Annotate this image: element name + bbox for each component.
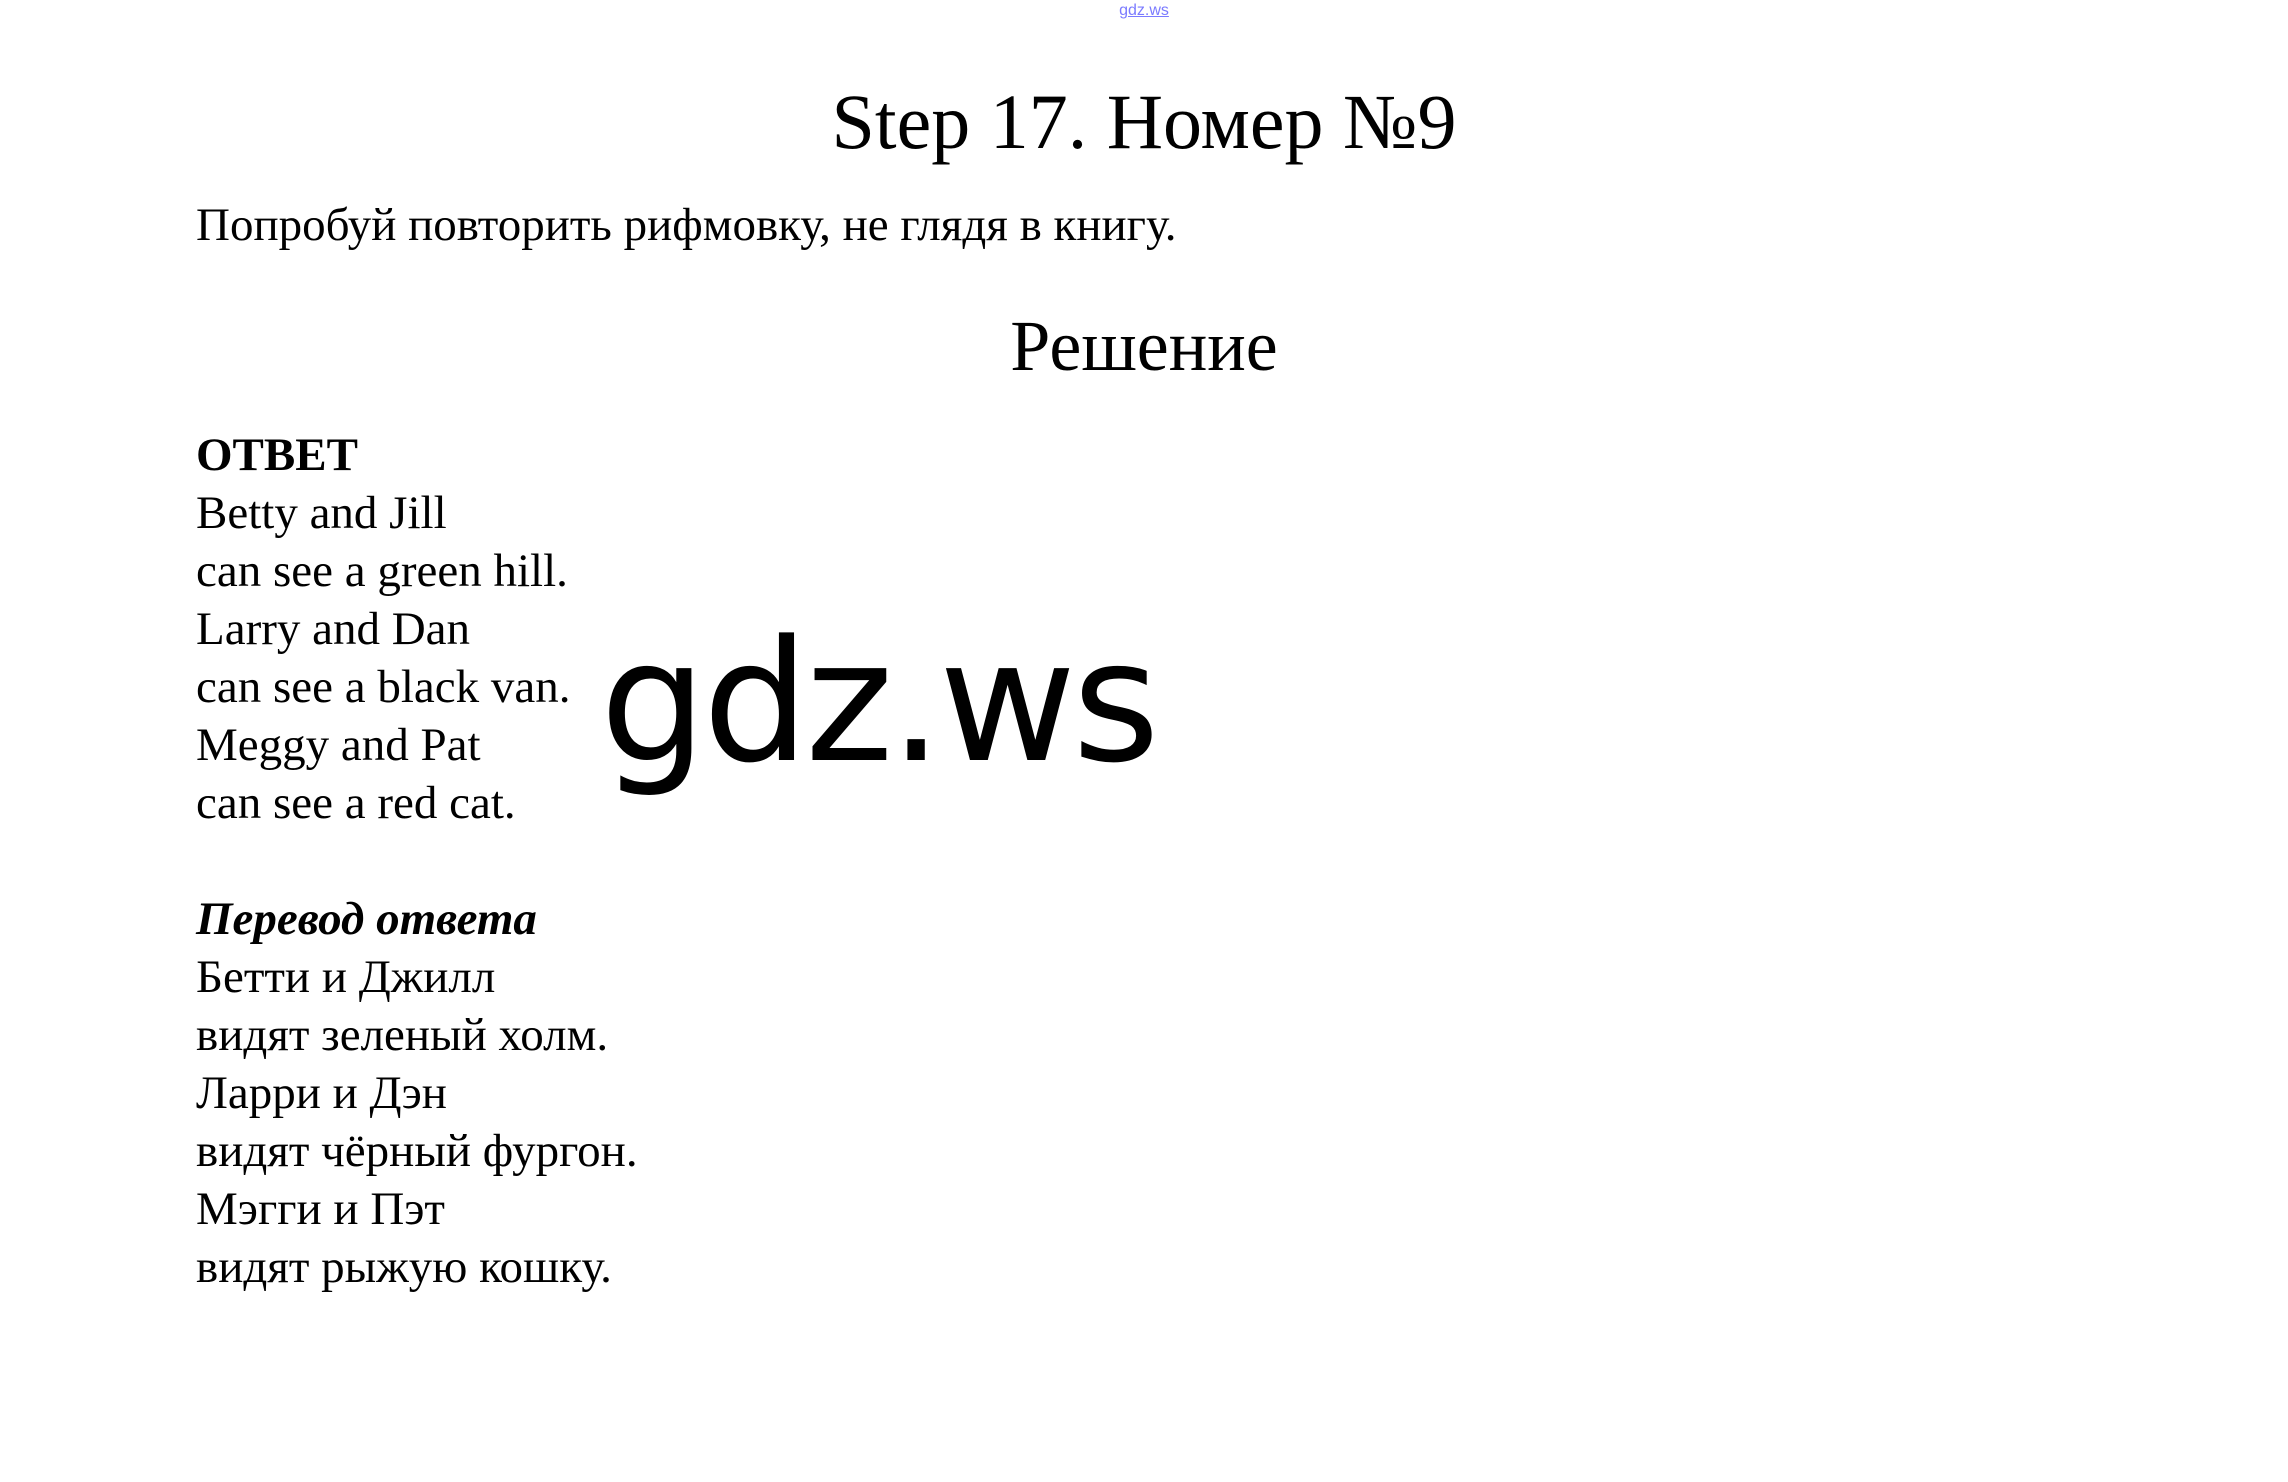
translation-line: Ларри и Дэн [196,1067,447,1119]
translation-line: видят рыжую кошку. [196,1241,612,1293]
solution-heading: Решение [1010,306,1278,386]
answer-line: can see a red cat. [196,777,516,829]
answer-line: can see a black van. [196,661,571,713]
task-text: Попробуй повторить рифмовку, не глядя в книгу. [196,199,1177,251]
top-link[interactable]: gdz.ws [1119,2,1169,19]
watermark: gdz.ws [600,604,1156,800]
answer-line: Betty and Jill [196,487,447,539]
answer-block [196,426,571,832]
translation-line: видят чёрный фургон. [196,1125,638,1177]
translation-line: видят зеленый холм. [196,1009,609,1061]
translation-line: Бетти и Джилл [196,951,496,1003]
answer-line: Meggy and Pat [196,719,481,771]
translation-heading: Перевод ответа [196,893,537,945]
answer-heading: ОТВЕТ [196,429,358,481]
page-title: Step 17. Номер №9 [831,78,1457,165]
answer-line: Larry and Dan [196,603,471,655]
translation-line: Мэгги и Пэт [196,1183,445,1235]
answer-line: can see a green hill. [196,545,568,597]
translation-block [196,890,638,1296]
